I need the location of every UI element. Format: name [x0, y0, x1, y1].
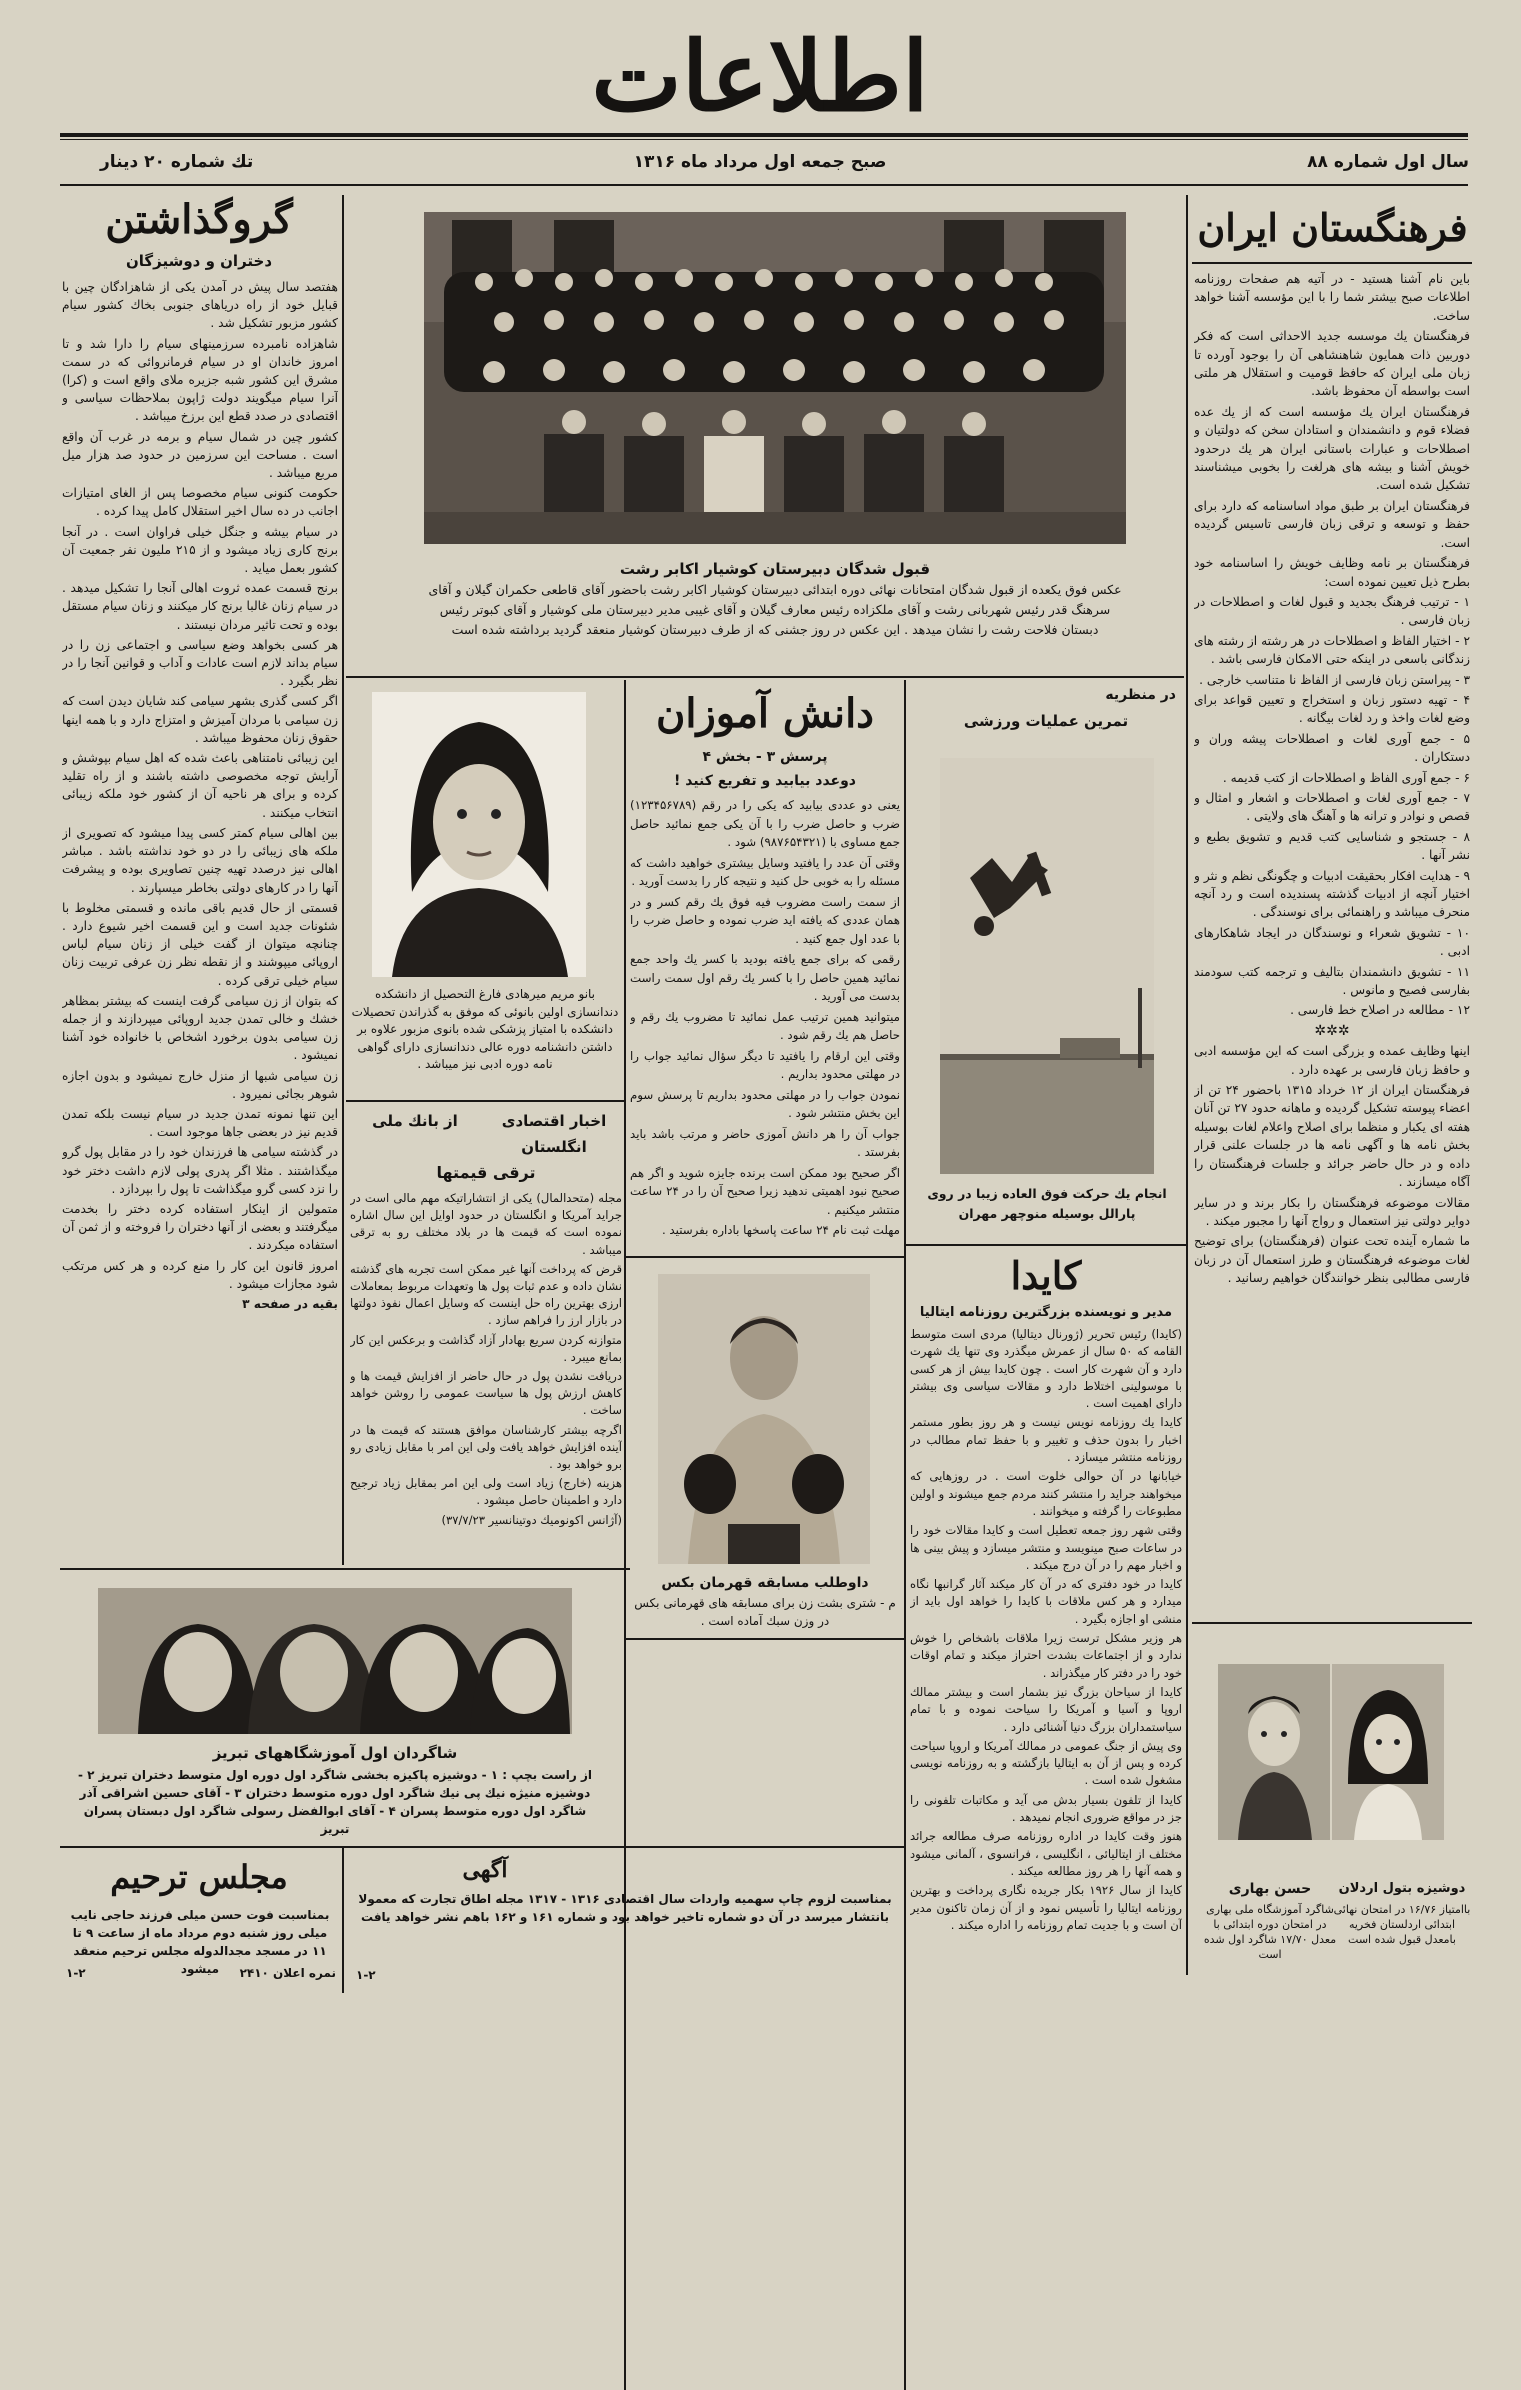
- economy-region: انگلستان: [521, 1138, 587, 1156]
- column-divider: [342, 195, 344, 1565]
- portrait-photo-right: [1218, 1664, 1330, 1840]
- agahi-text: بمناسبت لزوم چاپ سهمیه واردات سال اقتصادی ۱۳۱۶ - ۱۳۱۷ مجله اطاق تجارت كه معمولا بانتشار میرسد در آن دو شماره تاخیر خواهد بود و شماره ۱۶۱ و ۱۶۲ باهم نشر خواهد یافت: [358, 1892, 892, 1924]
- sports-subheading: تمرین عملیات ورزشی: [963, 712, 1129, 730]
- gerogozashtan-title: گروگذاشتن: [105, 196, 293, 243]
- school-photo-caption: عكس فوق یكعده از قبول شدگان امتحانات نهائی دوره ابتدائی دبیرستان كوشیار اكابر رشت باحضور آقای قاطعی حكمران گیلان و آقای سرهنگ قدر رئیس شهربانی رشت و آقای ملكزاده رئیس معارف گیلان و آقای غیبی مدیر دبیرستان ملی كوشیار و آقای كبوتر رئیس دبستان فلاحت رشت را نشان میدهد . این عكس در روز جشنی كه از طرف دبیرستان كوشیار منعقد گردید برداشته شده است: [428, 582, 1122, 637]
- masthead-rule-top: [60, 133, 1468, 137]
- kayda-title: كایدا: [1010, 1253, 1082, 1298]
- gerogozashtan-subtitle: دختران و دوشیزگان: [125, 252, 273, 270]
- agahi-code: ۱-۲: [356, 1968, 376, 1982]
- economy-header-right: اخبار اقتصادی: [501, 1112, 607, 1130]
- farhangestan-title: فرهنگستان ایران: [1197, 205, 1468, 250]
- column-divider: [624, 680, 626, 2390]
- economy-title: ترقی قیمتها: [436, 1163, 536, 1182]
- divider: [626, 1256, 904, 1258]
- column-divider: [1186, 195, 1188, 1975]
- school-photo-title: قبول شدگان دبیرستان كوشیار اكابر رشت: [619, 560, 931, 578]
- gymnast-photo: [940, 758, 1154, 1174]
- economy-header-left: از بانك ملی: [372, 1112, 458, 1130]
- masthead-title: اطلاعات: [591, 20, 929, 133]
- portrait-left-caption: باامتیاز ۱۶/۷۶ در امتحان نهائی ابتدائی اردلستان فخریه بامعدل قبول شده است: [1333, 1903, 1471, 1946]
- tarhim-title: مجلس ترحیم: [110, 1858, 288, 1896]
- divider: [60, 1568, 630, 1570]
- masthead-rule-bottom: [60, 184, 1468, 186]
- divider: [906, 1244, 1186, 1246]
- tarhim-code: ۱-۲: [66, 1966, 86, 1980]
- portrait-photo-left: [1332, 1664, 1444, 1840]
- column-divider: [904, 680, 906, 2390]
- farhangestan-body: باین نام آشنا هستید - در آتیه هم صفحات روزنامه اطلاعات صبح بیشتر شما را با این مؤسسه آشنا خواهد ساخت. فرهنگستان یك موسسه جدید الاحداثی است كه فكر دوربین ذات همایون شاهنشاهی آن را بوجود آورده تا زبان ملی ایران كه حافظ قومیت و استقلال هر ملتی است بواسطه آن محفوظ باشد. فرهنگستان ایران یك مؤسسه است كه از یك عده فضلاء قوم و دانشمندان و استادان سخن كه دولتیان و اصطلاحات و عبارات باستانی ایران هر یك درحدود خویش آشنا و بیشه های هرلغت را بخوبی میشناسند تشكیل شده است. فرهنگستان ایران بر طبق مواد اساسنامه كه دارد برای حفظ و توسعه و ترقی زبان فارسی تاسیس گردیده است. فرهنگستان بر نامه وظایف خویش را اساسنامه خود بطرح ذیل تعیین نموده است: ۱ - ترتیب فرهنگ بجدید و قبول لغات و اصطلاحات در زبان فارسی . ۲ - اختیار الفاظ و اصطلاحات در هر رشته از رشته های زندگانی باسعی در اینکه حتی الامكان فارسی باشد . ۳ - پیراستن زبان فارسی از الفاظ نا متناسب خارجی . ۴ - تهیه دستور زبان و استخراج و تعیین قواعد برای وضع لغات واخذ و رد لغات بیگانه . ۵ - جمع آوری لغات و اصطلاحات پیشه وران و دستكاران . ۶ - جمع آوری الفاظ و اصطلاحات از كتب قدیمه . ۷ - جمع آوری لغات و اصطلاحات و اشعار و امثال و قصص و نوادر و ترانه ها و آهنگ های ولایتی . ۸ - جستجو و شناسایی كتب قدیم و تشویق بطبع و نشر آنها . ۹ - هدایت افكار بحقیقت ادبیات و چگونگی نظم و نثر و اختیار آنچه از ادبیات گذشته پسندیده است و رد آنچه منحرف میباشد و راهنمائی برای نوسندگی . ۱۰ - تشویق شعراء و نوسندگان در ایجاد شاهكارهای ادبی . ۱۱ - تشویق دانشمندان بتالیف و ترجمه كتب سودمند بفارسی فصیح و مانوس . ۱۲ - مطالعه در اصلاح خط فارسی . ✲✲✲ اینها وظایف عمده و بزرگی است كه این مؤسسه ادبی و حافظ زبان فارسی بر عهده دارد . فرهنگستان ایران از ۱۲ خرداد ۱۳۱۵ باحضور ۲۴ تن از اعضاء پیوسته تشكیل گردیده و ماهانه حدود ۲۷ تن آنان هفته ای یكبار و منظما برای اصلاح واعلام لغات بوسیله بخش نامه ها و آگهی نامه ها در جلسات علنی قرار داده و در حال حاضر جرائد و جلسات فرهنگستان را آگاه میسازند . مقالات موضوعه فرهنگستان را بكار برند و در سایر دوایر دولتی نیز استعمال و رواج آنها را مجبور میكند . ما شماره آینده تحت عنوان (فرهنگستان) برای توضیح لغات موضوعه فرهنگستان و طرز استعمال آن در زبان فارسی مطالبی بنظر خوانندگان خواهیم رسانید .: [1194, 272, 1470, 1286]
- danesh-title: دانش آموزان: [656, 690, 874, 737]
- tabriz-title: شاگردان اول آموزشگاههای تبریز: [212, 1744, 458, 1762]
- divider: [1192, 262, 1472, 264]
- masthead-rule-thin: [60, 139, 1468, 140]
- tarhim-text: بمناسبت فوت حسن میلی فرزند حاجی نایب میلی روز شنبه دوم مرداد ماه از ساعت ۹ تا ۱۱ در مسجد مجدالدوله مجلس ترحیم منعقد میشود: [70, 1908, 330, 1976]
- divider: [346, 676, 1184, 678]
- boxer-caption-title: داوطلب مسابقه قهرمان بكس: [661, 1575, 869, 1591]
- tarhim-number: نمره اعلان ۲۴۱۰: [239, 1966, 336, 1980]
- boxer-caption: م - شتری بشت زن برای مسابقه های قهرمانی بكس در وزن سبك آماده است .: [634, 1596, 896, 1628]
- divider: [1192, 1622, 1472, 1624]
- sports-heading: در منظریه: [1105, 687, 1176, 703]
- danesh-body: یعنی دو عددی بیابید كه یكی را در رقم (۱۲۳۴۵۶۷۸۹) ضرب و حاصل ضرب را با آن یكی جمع نمائید حاصل جمع مساوی با (۹۸۷۶۵۴۳۲۱) شود . وقتی آن عدد را یافتید وسایل بیشتری خواهید داشت كه مسئله را به خوبی حل كنید و نتیجه كار را بدست آورید . از سمت راست مضروب فیه فوق یك رقم كسر و در همان عددی كه یافته اید ضرب نموده و حاصل ضرب را با عدد اول جمع كنید . رقمی كه برای جمع یافته بودید با كسر یك واحد جمع نمائید همین حاصل را با كسر یك رقم اول سمت راست بدست می آورید . میتوانید همین ترتیب عمل نمائید تا مضروب یك رقم و حاصل هم یك رقم شود . وقتی این ارقام را یافتید تا دیگر سؤال نمائید جواب را در مهلتی محدود بداریم . نمودن جواب را در مهلتی محدود بداریم تا پرسش سوم این بخش منتشر شود . جواب آن را هر دانش آموزی حاضر و مرتب باشد باید بفرستد . اگر صحیح بود ممكن است برنده جایزه شوید و اگر هم صحیح نبود اهمیتی ندهید زیرا صحیح آن را در ۲۴ ساعت منتشر میكنیم . مهلت ثبت نام ۲۴ ساعت پاسخها باداره بفرستید .: [630, 798, 900, 1237]
- danesh-heading: دوعدد بیابید و تفریع كنید !: [674, 773, 856, 789]
- woman-portrait-photo: [372, 692, 586, 977]
- woman-portrait-caption: بانو مریم میرهادی فارغ التحصیل از دانشكده دندانسازی اولین بانوئی كه موفق به گذراندن تحصیلات دانشكده با امتیاز پزشكی شده بانوی مزبور علاوه بر داشتن دانشنامه دوره عالی دندانسازی دارای گواهی نامه دوره ادبی نیز میباشد .: [351, 987, 619, 1071]
- tabriz-students-photo: [98, 1588, 572, 1734]
- school-group-photo: [424, 212, 1126, 544]
- issue-number: سال اول شماره ۸۸: [1307, 152, 1469, 172]
- portrait-right-name: حسن بهاری: [1228, 1881, 1312, 1897]
- agahi-title: آگهی: [462, 1857, 508, 1883]
- danesh-subtitle: پرسش ۳ - بخش ۴: [702, 749, 828, 765]
- issue-date: صبح جمعه اول مرداد ماه ۱۳۱۶: [633, 152, 887, 172]
- tabriz-caption: از راست بچپ : ۱ - دوشیزه پاكیزه بخشی شاگرد اول دوره اول متوسط دختران تبریز ۲ - دوشیزه منیژه نیك پی نیك شاگرد اول دوره متوسط دختران ۳ - آقای حسین اشراقی آذر شاگرد اول دوره متوسط پسران ۴ - آقای ابوالفضل رسولی شاگرد اول دبستان پسران تبریز: [77, 1768, 593, 1836]
- economy-body: مجله (متحدالمال) یكی از انتشاراتیكه مهم مالی است در جراید آمریكا و انگلستان در حدود اوایل این سال اشاره نموده است كه قیمت ها در بلاد مختلف رو به ترقی میباشد . قرض كه پرداخت آنها غیر ممكن است تجربه های گذشته نشان داده و عدم ثبات پول ها وتعهدات مربوط بمعاملات ارزی بهترین راه حل اینست كه وسایل اعمال نفوذ دولتها در بازار ارز را فراهم سازد . متوازنه كردن سریع بهادار آزاد گذاشت و برعكس این كار بمانع میبرد . دریافت نشدن پول در حال حاضر از افزایش قیمت ها و كاهش ارزش پول ها سیاست عمومی را روشن خواهد ساخت . اگرچه بیشتر كارشناسان موافق هستند كه قیمت ها در آینده افزایش خواهد یافت ولی این امر با مقابل زیادی رو برو خواهد بود . هزینه (خارج) زیاد است ولی این امر بمقابل زیاد ترجیح دارد و اطمینان حاصل میشود . (آژانس اكونومیك دوتینانسیر ۳۷/۷/۲۳): [350, 1191, 622, 1527]
- portrait-left-name: دوشیزه بتول اردلان: [1338, 1881, 1466, 1896]
- divider: [626, 1638, 904, 1640]
- kayda-body: (كایدا) رئیس تحریر (ژورنال دیتالیا) مردی است متوسط القامه كه ۵۰ سال از عمرش میگذرد وی تنها یك شهرت دارد و آن شهرت كار است . چون كایدا بیش از هر كسی با موسولینی اختلاط دارد و مقالات سیاسی وی بیشتر دارای اهمیت است . كایدا یك روزنامه نویس نیست و هر روز بطور مستمر اخبار را بدون حذف و تغییر و با حفظ تمام مطالب در روزنامه منتشر میسازد . خیابانها در آن حوالی خلوت است . در روزهایی كه میخواهند جراید را منتشر كنند مردم جمع میشوند و اولین مطبوعات را گرفته و میخوانند . وقتی شهر روز جمعه تعطیل است و كایدا مقالات خود را در ساعات صبح مینویسد و منتشر میسازد و پیش بینی ها و اخبار مهم را در آن درج میكند . كایدا در خود دفتری كه در آن كار میكند آثار گرانبها نگاه میدارد و هر كس ملاقات با كایدا را خواهد اول باید از منشی او اجازه بگیرد . هر وزیر مشكل ترست زیرا ملاقات باشخاص را خوش ندارد و از اجتماعات بشدت احتراز میكند و تمام اوقات خود را در دفتر كار میگذراند . كایدا از سیاحان بزرگ نیز بشمار است و بیشتر ممالك اروپا و آسیا و آمریكا را سیاحت نموده و با تمام سیاستمداران بزرگ دنیا آشنائی دارد . وی پیش از جنگ عمومی در ممالك آمریكا و اروپا سیاحت كرده و پس از آن به ایتالیا بازگشته و به روزنامه نویسی مشغول شده است . كایدا از تلفون بسیار بدش می آید و مكاتبات تلفونی را جز در مواقع ضروری انجام نمیدهد . هنوز وقت كایدا در اداره روزنامه صرف مطالعه جرائد مختلف از ایتالیائی ، انگلیسی ، فرانسوی ، آلمانی میشود و همه آنها را هر روز مطالعه میكند . كایدا از سال ۱۹۲۶ بكار جریده نگاری پرداخت و بهترین روزنامه ایتالیا را تأسیس نمود و از آن زمان تاكنون مدیر آن است و با جدیت تمام روزنامه را اداره میكند .: [910, 1327, 1182, 1932]
- sports-caption: انجام یك حركت فوق العاده زیبا در روی پارالل بوسیله منوچهر مهران: [927, 1186, 1167, 1221]
- issue-price: تك شماره ۲۰ دینار: [100, 152, 254, 172]
- divider: [60, 1846, 906, 1848]
- kayda-subtitle: مدیر و نویسنده بزرگترین روزنامه ایتالیا: [919, 1305, 1173, 1320]
- gerogozashtan-body: هفتصد سال پیش در آمدن یكی از شاهزادگان چین با قبایل خود از راه دریاهای جنوبی بخاك كشور سیام كشور مزبور تشكیل شد . شاهزاده نامبرده سرزمینهای سیام را دارا شد و تا امروز خاندان او در سیام فرمانروائی كه در سمت مشرق این كشور شبه جزیره ملای واقع است و (كرا) آنرا سیام میگویند دولت ژاپون بملاحظات سیاسی و اقتصادی در صدد قطع این برزخ میباشد . كشور چین در شمال سیام و برمه در غرب آن واقع است . مساحت این سرزمین در حدود صد هزار میل مربع میباشد . حكومت كنونی سیام مخصوصا پس از الغای امتیازات اجانب در ده سال اخیر استقلال كامل پیدا كرده . در سیام بیشه و جنگل خیلی فراوان است . در آنجا برنج كاری زیاد میشود و از ۲۱۵ ملیون نفر جمعیت آن كشور بعمل میاید . برنج قسمت عمده ثروت اهالی آنجا را تشكیل میدهد . در سیام زنان غالبا برنج كار میكنند و زنان سیام مستقل بوده و تحت تاثیر مردان نیستند . هر كسی بخواهد وضع سیاسی و اجتماعی زن را در سیام بداند لازم است عادات و آداب و قوانین آنجا را در نظر بگیرد . اگر كسی گذری بشهر سیامی كند شایان دیدن است كه زن سیامی با مردان آمیزش و امتزاج دارد و با همه اینها حقوق زنان محفوظ میباشد . این زیبائی نامتناهی باعث شده كه اهل سیام بپوشش و آرایش توجه مخصوصی داشته باشند و از راه تقلید كرده و برای هر ناحیه آن از كشور خود ملكه زیبائی انتخاب میكنند . بین اهالی سیام كمتر كسی پیدا میشود كه تصویری از ملكه های زیبائی را در دو خود نداشته باشد . مباشر اهالی نیز درصدد تهیه چنین تصاویری بوده و پیشرفت آنها را در كارهای دولتی بخاطر میسپارند . قسمتی از حال قدیم باقی مانده و قسمتی مخلوط با شئونات جدید است و این قسمت اخیر شیوع دارد . چنانچه میتوان از گفت خیلی از زنان سیام لباس اروپائی میپوشند و از نقطه نظر زن عرفی تربیت زنان سیام خیلی ترقی كرده . كه بتوان از زن سیامی گرفت اینست كه بیشتر بمظاهر خشك و خالی تمدن جدید اروپائی میپردازند و از جمله زن سیامی بدون برخورد اشخاص با خانواده خود آشنا نمیشود . زن سیامی شبها از منزل خارج نمیشود و بدون اجازه شوهر بجائی نمیرود . این تنها نمونه تمدن جدید در سیام نیست بلكه تمدن قدیم نیز در بعضی جاها موجود است . در گذشته سیامی ها فرزندان خود را در مقابل پول گرو میگذاشتند . مثلا اگر پدری پولی لازم داشت دختر خود را نزد كسی گرو میگذاشت تا پول را بپردازد . متمولین از اینكار استفاده كرده دختر را بخدمت میگرفتند و بعضی از آنها دختران را فروخته و از ثمن آن استفاده میكردند . امروز قانون این كار را منع كرده و هر كس مرتكب شود مجازات میشود . بقیه در صفحه ۳: [62, 280, 338, 1311]
- column-divider: [342, 1848, 344, 1993]
- boxer-photo: [658, 1274, 870, 1564]
- divider: [346, 1100, 624, 1102]
- portrait-right-caption: شاگرد آموزشگاه ملی بهاری در امتحان دوره ابتدائی با معدل ۱۷/۷۰ شاگرد اول شده است: [1203, 1903, 1337, 1961]
